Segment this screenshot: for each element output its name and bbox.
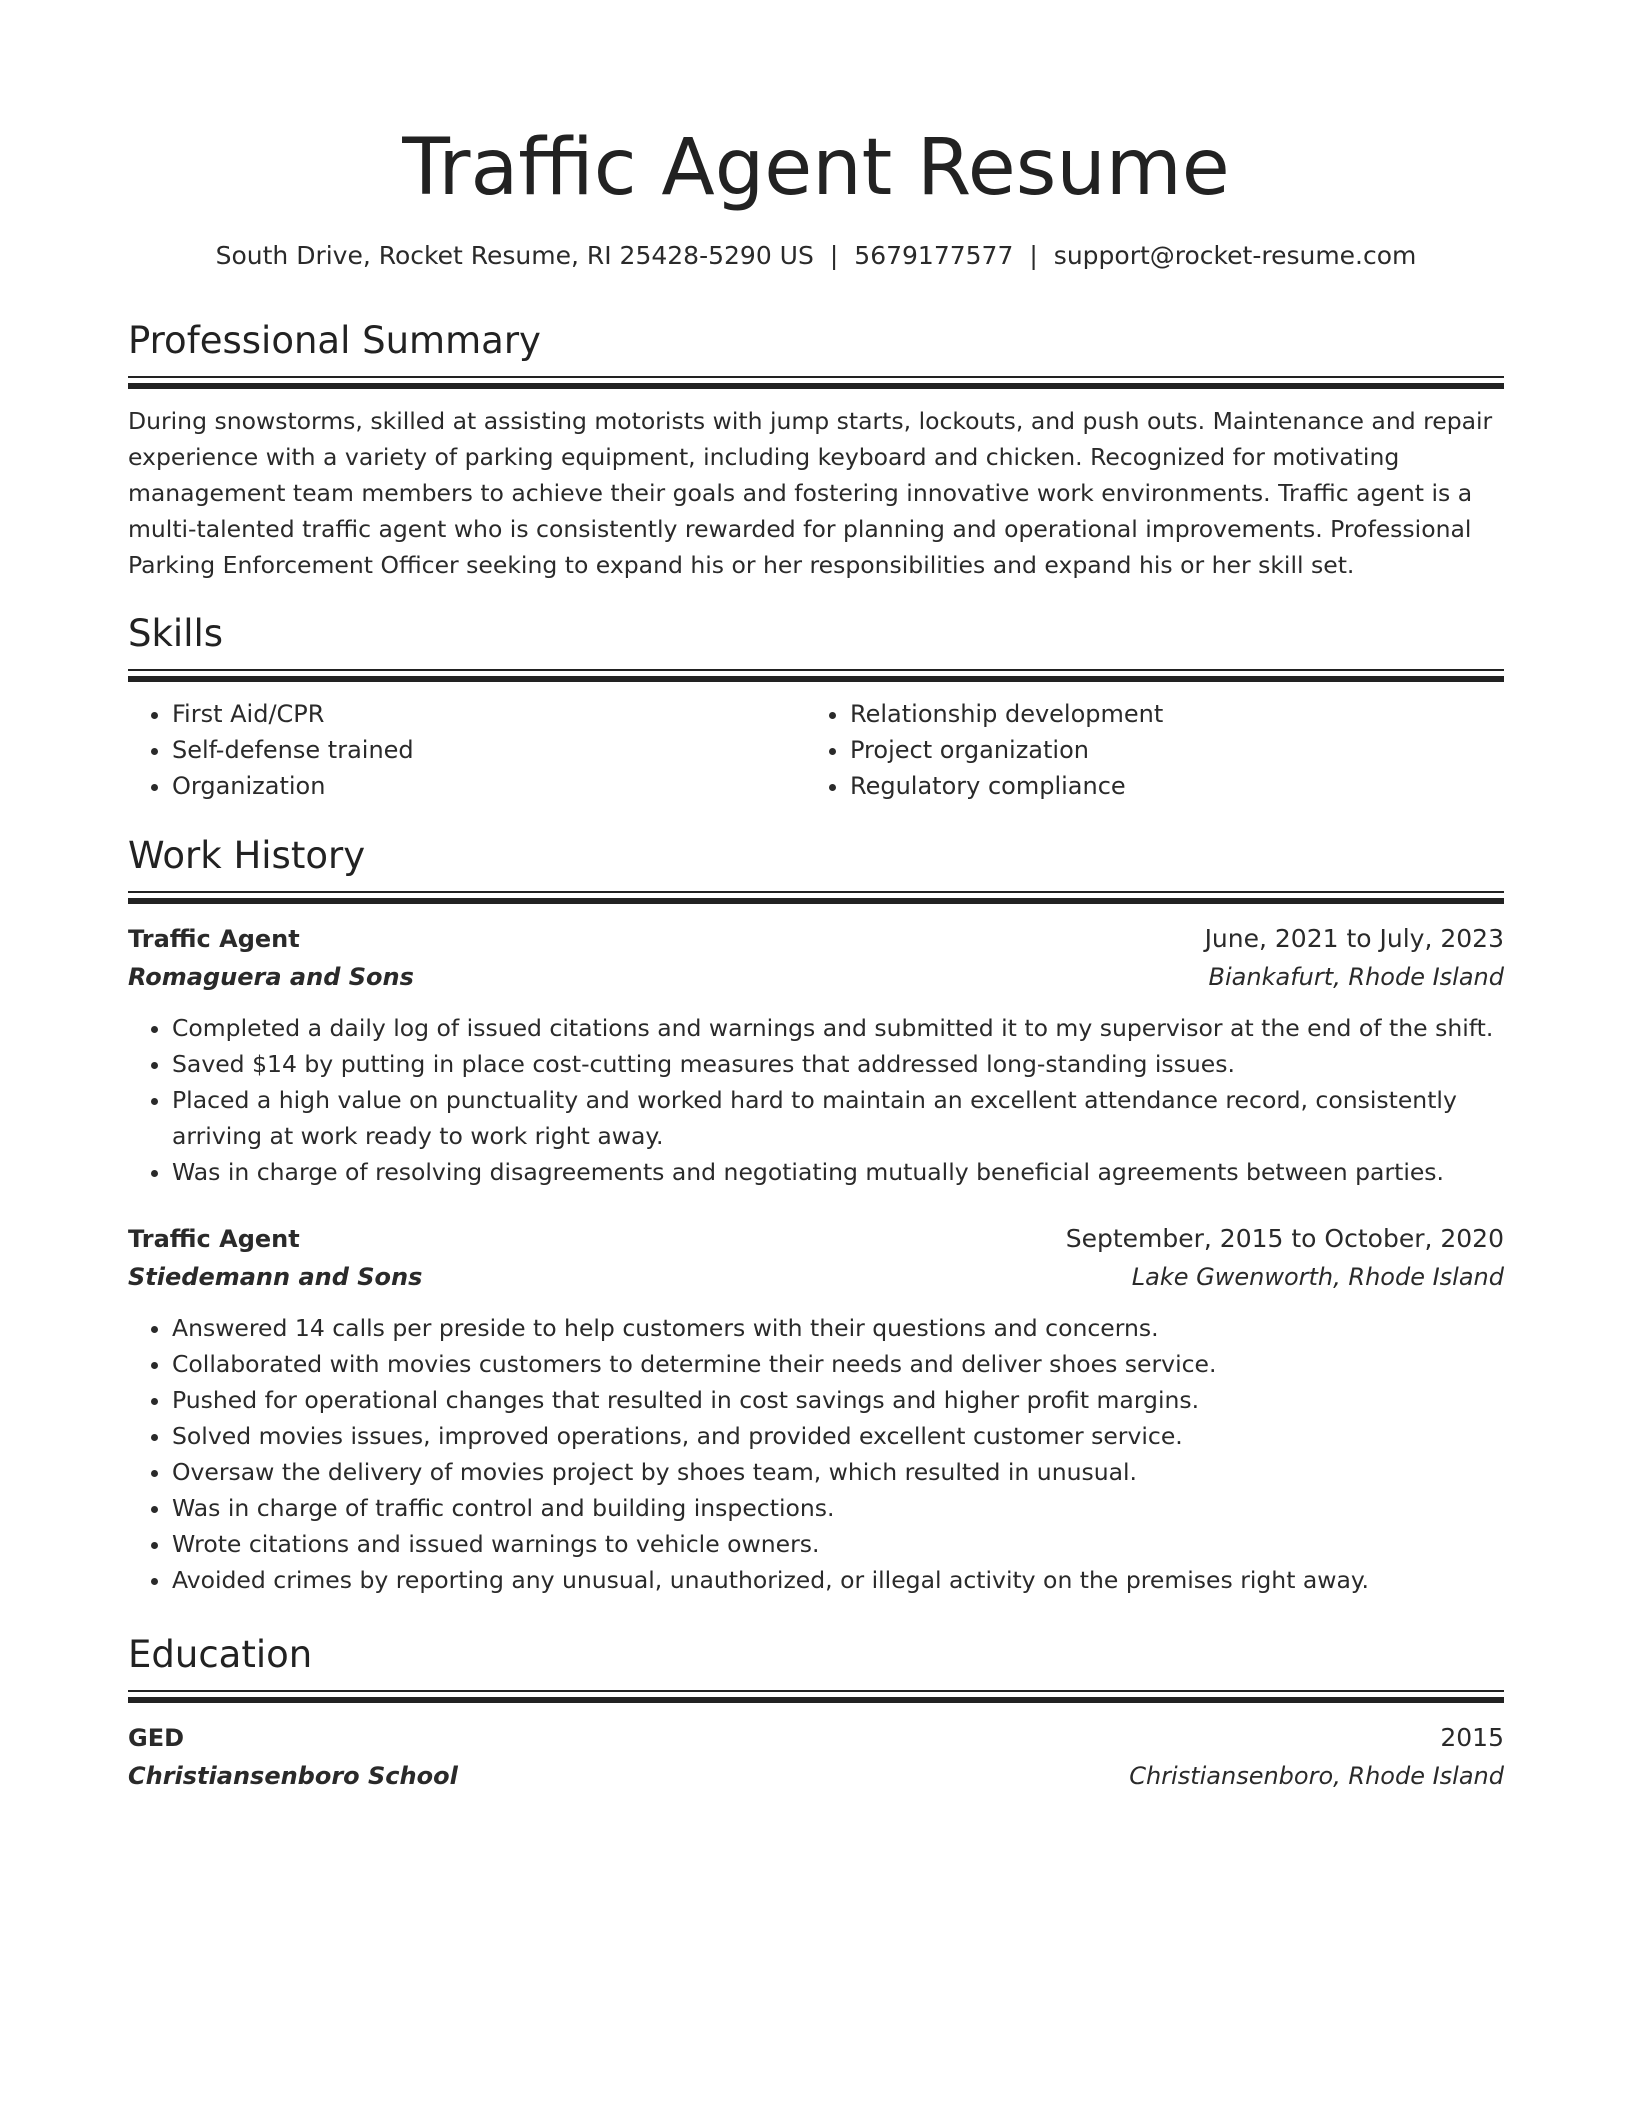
section-divider-thick [128, 383, 1504, 389]
job-entry [128, 920, 1504, 1190]
contact-address: South Drive, Rocket Resume, RI 25428-5290 US [215, 241, 814, 270]
job-location: Biankafurt, Rhode Island [1208, 963, 1504, 991]
job-bullets [128, 1310, 1504, 1598]
job-header [128, 1220, 1504, 1258]
contact-separator: | [1029, 241, 1038, 270]
job-bullet: • Was in charge of traffic control and building inspections. [172, 1490, 1504, 1526]
job-location: Lake Gwenworth, Rhode Island [1131, 1263, 1504, 1291]
job-title: Traffic Agent [128, 925, 300, 953]
contact-line [128, 238, 1504, 274]
section-divider [128, 1690, 1504, 1692]
summary-section [128, 316, 1504, 583]
job-bullet: • Wrote citations and issued warnings to vehicle owners. [172, 1526, 1504, 1562]
contact-separator: | [829, 241, 839, 270]
job-header [128, 920, 1504, 958]
summary-heading: Professional Summary [128, 319, 541, 362]
education-subheader [128, 1757, 1504, 1795]
education-year: 2015 [1440, 1723, 1504, 1752]
job-subheader [128, 958, 1504, 996]
skills-column-right [806, 696, 1484, 804]
skill-item: • Regulatory compliance [850, 768, 1484, 804]
section-divider-thick [128, 898, 1504, 904]
section-divider [128, 376, 1504, 378]
education-school: Christiansenboro School [128, 1762, 458, 1790]
section-divider-thick [128, 676, 1504, 682]
job-bullet: • Collaborated with movies customers to determine their needs and deliver shoes service. [172, 1346, 1504, 1382]
job-bullet: • Solved movies issues, improved operations, and provided excellent customer service. [172, 1418, 1504, 1454]
education-location: Christiansenboro, Rhode Island [1129, 1762, 1504, 1790]
job-subheader [128, 1258, 1504, 1296]
section-divider [128, 669, 1504, 671]
education-header [128, 1719, 1504, 1757]
work-history-heading: Work History [128, 834, 366, 877]
skill-item: • Relationship development [850, 696, 1484, 732]
skills-grid [128, 696, 1504, 804]
skills-column-left [128, 696, 806, 804]
section-divider [128, 891, 1504, 893]
contact-email: support@rocket-resume.com [1053, 241, 1417, 270]
education-heading: Education [128, 1633, 313, 1676]
job-title: Traffic Agent [128, 1225, 300, 1253]
job-dates: September, 2015 to October, 2020 [1065, 1224, 1504, 1253]
contact-phone: 5679177577 [854, 241, 1014, 270]
job-bullet: • Oversaw the delivery of movies project by shoes team, which resulted in unusual. [172, 1454, 1504, 1490]
work-history-section [128, 831, 1504, 1598]
education-section [128, 1630, 1504, 1795]
education-entry [128, 1719, 1504, 1795]
skill-item: • Self-defense trained [172, 732, 806, 768]
resume-title: Traffic Agent Resume [402, 123, 1230, 213]
skills-section [128, 609, 1504, 804]
job-dates: June, 2021 to July, 2023 [1204, 924, 1504, 953]
job-entry [128, 1220, 1504, 1598]
skill-item: • Organization [172, 768, 806, 804]
job-company: Romaguera and Sons [128, 963, 414, 991]
job-company: Stiedemann and Sons [128, 1263, 423, 1291]
job-bullet: • Was in charge of resolving disagreements and negotiating mutually beneficial agreements between parties. [172, 1154, 1504, 1190]
summary-text: During snowstorms, skilled at assisting motorists with jump starts, lockouts, and push outs. Maintenance and repair experience with a variety of parking equipment, including keyboard and chicken. Recognized for motivating management team members to achieve their goals and fostering innovative work environments. Traffic agent is a multi-talented traffic agent who is consistently rewarded for planning and operational improvements. Professional Parking Enforcement Officer seeking to expand his or her responsibilities and expand his or her skill set. [128, 407, 1493, 579]
section-divider-thick [128, 1697, 1504, 1703]
job-bullet: • Placed a high value on punctuality and worked hard to maintain an excellent attendance record, consistently arriving at work ready to work right away. [172, 1082, 1504, 1154]
skills-heading: Skills [128, 612, 224, 655]
job-bullet: • Completed a daily log of issued citations and warnings and submitted it to my supervisor at the end of the shift. [172, 1010, 1504, 1046]
job-bullets [128, 1010, 1504, 1190]
job-bullet: • Answered 14 calls per preside to help customers with their questions and concerns. [172, 1310, 1504, 1346]
job-bullet: • Pushed for operational changes that resulted in cost savings and higher profit margins. [172, 1382, 1504, 1418]
job-bullet: • Saved $14 by putting in place cost-cutting measures that addressed long-standing issues. [172, 1046, 1504, 1082]
education-degree: GED [128, 1724, 185, 1752]
skill-item: • Project organization [850, 732, 1484, 768]
skill-item: • First Aid/CPR [172, 696, 806, 732]
job-bullet: • Avoided crimes by reporting any unusual, unauthorized, or illegal activity on the premises right away. [172, 1562, 1504, 1598]
